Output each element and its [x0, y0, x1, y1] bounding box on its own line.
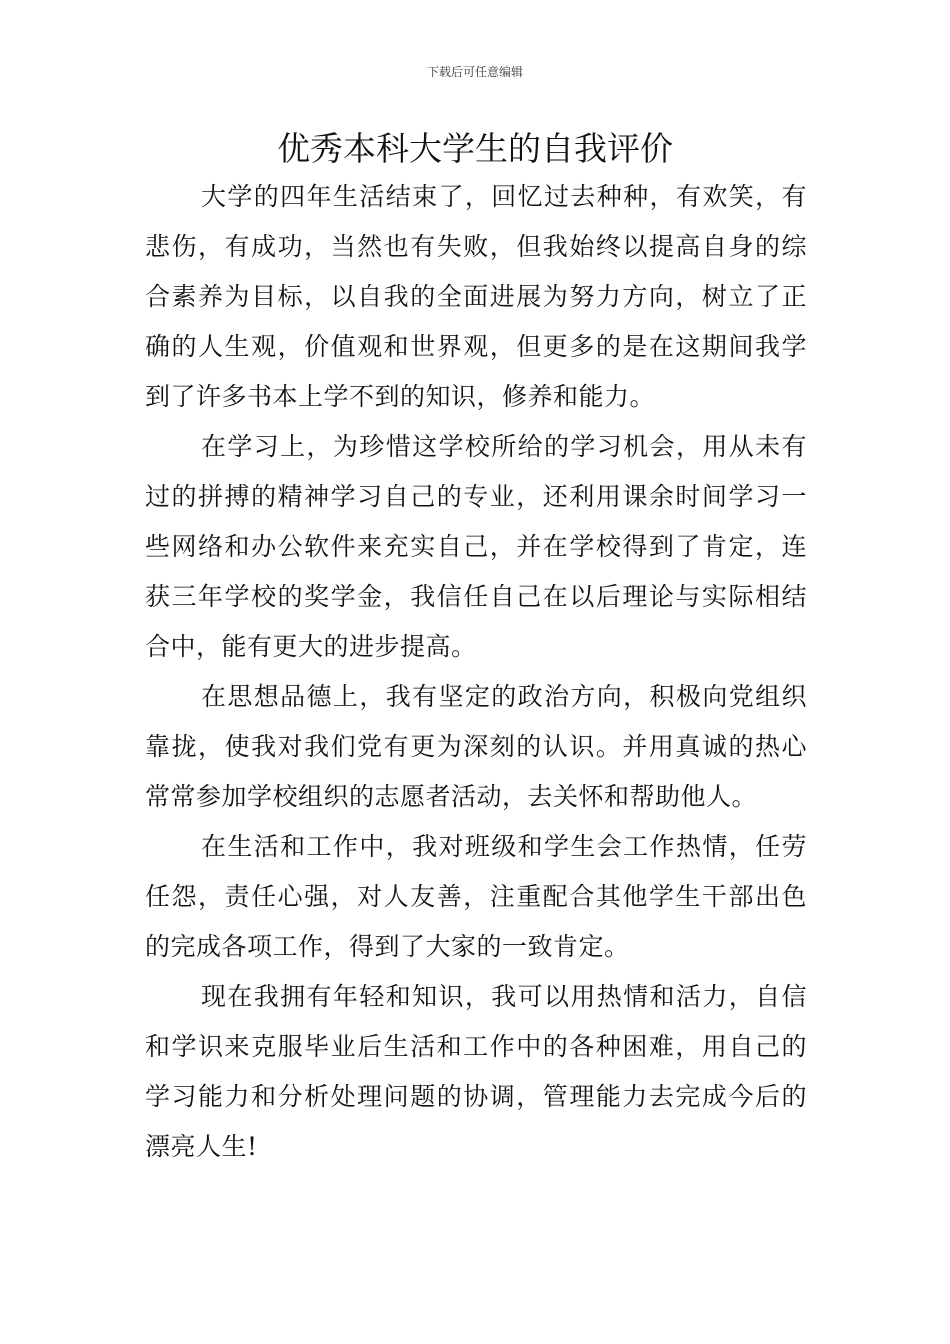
document-title: 优秀本科大学生的自我评价: [277, 129, 673, 168]
paragraph-study: 在学习上，为珍惜这学校所给的学习机会，用从未有过的拼搏的精神学习自己的专业，还利用课余时间学习一些网络和办公软件来充实自己，并在学校得到了肯定，连获三年学校的奖学金，我信任自己在以后理论与实际相结合中，能有更大的进步提高。: [145, 432, 807, 661]
header-note: 下载后可任意编辑: [426, 65, 523, 79]
paragraph-morality: 在思想品德上，我有坚定的政治方向，积极向党组织靠拢，使我对我们党有更为深刻的认识。并用真诚的热心常常参加学校组织的志愿者活动，去关怀和帮助他人。: [145, 682, 807, 811]
document-body: [145, 172, 807, 1172]
paragraph-work: 在生活和工作中，我对班级和学生会工作热情，任劳任怨，责任心强，对人友善，注重配合其他学生干部出色的完成各项工作，得到了大家的一致肯定。: [145, 832, 807, 961]
paragraph-future: 现在我拥有年轻和知识，我可以用热情和活力，自信和学识来克服毕业后生活和工作中的各种困难，用自己的学习能力和分析处理问题的协调，管理能力去完成今后的漂亮人生!: [145, 982, 807, 1161]
paragraph-summary: 大学的四年生活结束了，回忆过去种种，有欢笑，有悲伤，有成功，当然也有失败，但我始终以提高自身的综合素养为目标，以自我的全面进展为努力方向，树立了正确的人生观，价值观和世界观，但更多的是在这期间我学到了许多书本上学不到的知识，修养和能力。: [145, 182, 807, 411]
